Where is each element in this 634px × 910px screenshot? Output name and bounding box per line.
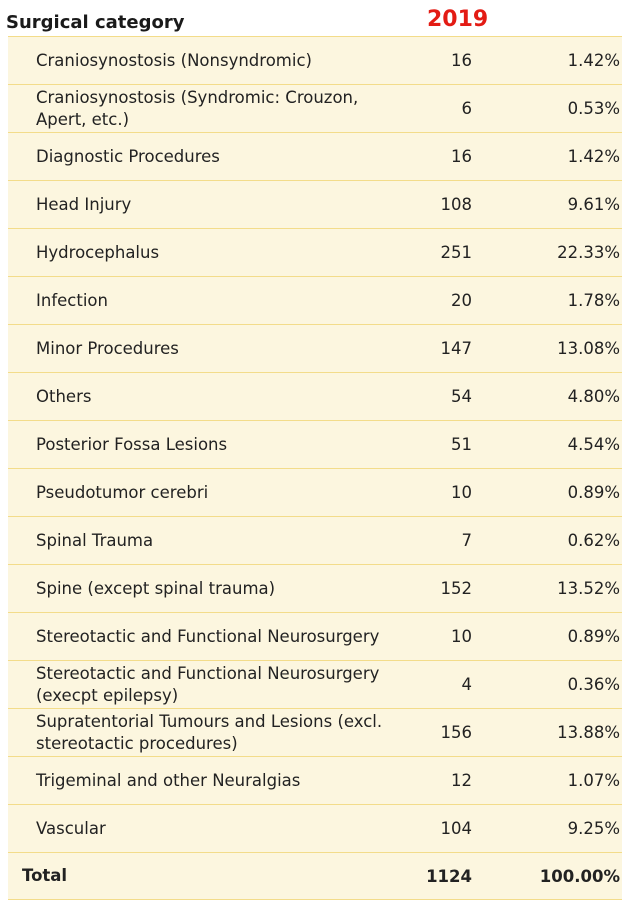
total-percent: 100.00%	[539, 866, 620, 886]
count-cell: 10	[451, 483, 472, 502]
table-row	[8, 36, 622, 84]
total-label: Total	[22, 866, 68, 885]
category-cell: Others	[36, 386, 92, 406]
category-cell: Diagnostic Procedures	[36, 146, 220, 166]
category-cell: Infection	[36, 290, 108, 310]
category-cell: Pseudotumor cerebri	[36, 482, 209, 502]
percent-cell: 9.25%	[567, 819, 620, 838]
percent-cell: 13.08%	[557, 339, 620, 358]
count-cell: 51	[451, 435, 472, 454]
category-cell: Stereotactic and Functional Neurosurgery (execpt epilepsy)	[36, 663, 380, 705]
table-row	[8, 756, 622, 804]
table-row	[8, 516, 622, 564]
count-cell: 156	[440, 723, 472, 742]
count-cell: 12	[451, 771, 472, 790]
count-cell: 7	[461, 531, 472, 550]
category-cell: Trigeminal and other Neuralgias	[36, 770, 301, 790]
table-row	[8, 132, 622, 180]
percent-cell: 0.62%	[567, 531, 620, 550]
table-row	[8, 612, 622, 660]
count-cell: 16	[451, 51, 472, 70]
count-cell: 6	[461, 99, 472, 118]
table-row	[8, 228, 622, 276]
table-row	[8, 804, 622, 852]
table-row	[8, 372, 622, 420]
table-row	[8, 84, 622, 132]
percent-cell: 1.78%	[567, 291, 620, 310]
percent-cell: 4.54%	[567, 435, 620, 454]
count-cell: 147	[440, 339, 472, 358]
column-header-year: 2019	[427, 7, 489, 32]
table-row	[8, 564, 622, 612]
count-cell: 20	[451, 291, 472, 310]
count-cell: 152	[440, 579, 472, 598]
count-cell: 10	[451, 627, 472, 646]
percent-cell: 0.89%	[567, 627, 620, 646]
category-cell: Stereotactic and Functional Neurosurgery	[36, 626, 380, 646]
table-row	[8, 324, 622, 372]
category-cell: Supratentorial Tumours and Lesions (excl. stereotactic procedures)	[36, 711, 383, 753]
total-count: 1124	[426, 866, 472, 886]
category-cell: Hydrocephalus	[36, 242, 160, 262]
percent-cell: 0.89%	[567, 483, 620, 502]
category-cell: Head Injury	[36, 194, 132, 214]
column-header-surgical-category: Surgical category	[6, 12, 185, 33]
percent-cell: 1.42%	[567, 147, 620, 166]
category-cell: Spinal Trauma	[36, 530, 154, 550]
percent-cell: 0.53%	[567, 99, 620, 118]
category-cell: Vascular	[36, 818, 106, 838]
category-cell: Minor Procedures	[36, 338, 179, 358]
count-cell: 54	[451, 387, 472, 406]
total-row	[8, 852, 622, 900]
category-cell: Posterior Fossa Lesions	[36, 434, 228, 454]
percent-cell: 22.33%	[557, 243, 620, 262]
percent-cell: 13.88%	[557, 723, 620, 742]
count-cell: 104	[440, 819, 472, 838]
count-cell: 108	[440, 195, 472, 214]
table-row	[8, 276, 622, 324]
table-row	[8, 708, 622, 756]
percent-cell: 4.80%	[567, 387, 620, 406]
table-row	[8, 180, 622, 228]
percent-cell: 9.61%	[567, 195, 620, 214]
percent-cell: 0.36%	[567, 675, 620, 694]
table-row	[8, 660, 622, 708]
category-cell: Craniosynostosis (Syndromic: Crouzon, Apert, etc.)	[36, 87, 359, 129]
surgical-category-table	[8, 36, 622, 900]
percent-cell: 1.42%	[567, 51, 620, 70]
category-cell: Spine (except spinal trauma)	[36, 578, 276, 598]
count-cell: 16	[451, 147, 472, 166]
percent-cell: 1.07%	[567, 771, 620, 790]
table-header	[0, 0, 634, 36]
percent-cell: 13.52%	[557, 579, 620, 598]
table-row	[8, 468, 622, 516]
table-row	[8, 420, 622, 468]
category-cell: Craniosynostosis (Nonsyndromic)	[36, 50, 312, 70]
count-cell: 4	[461, 675, 472, 694]
count-cell: 251	[440, 243, 472, 262]
